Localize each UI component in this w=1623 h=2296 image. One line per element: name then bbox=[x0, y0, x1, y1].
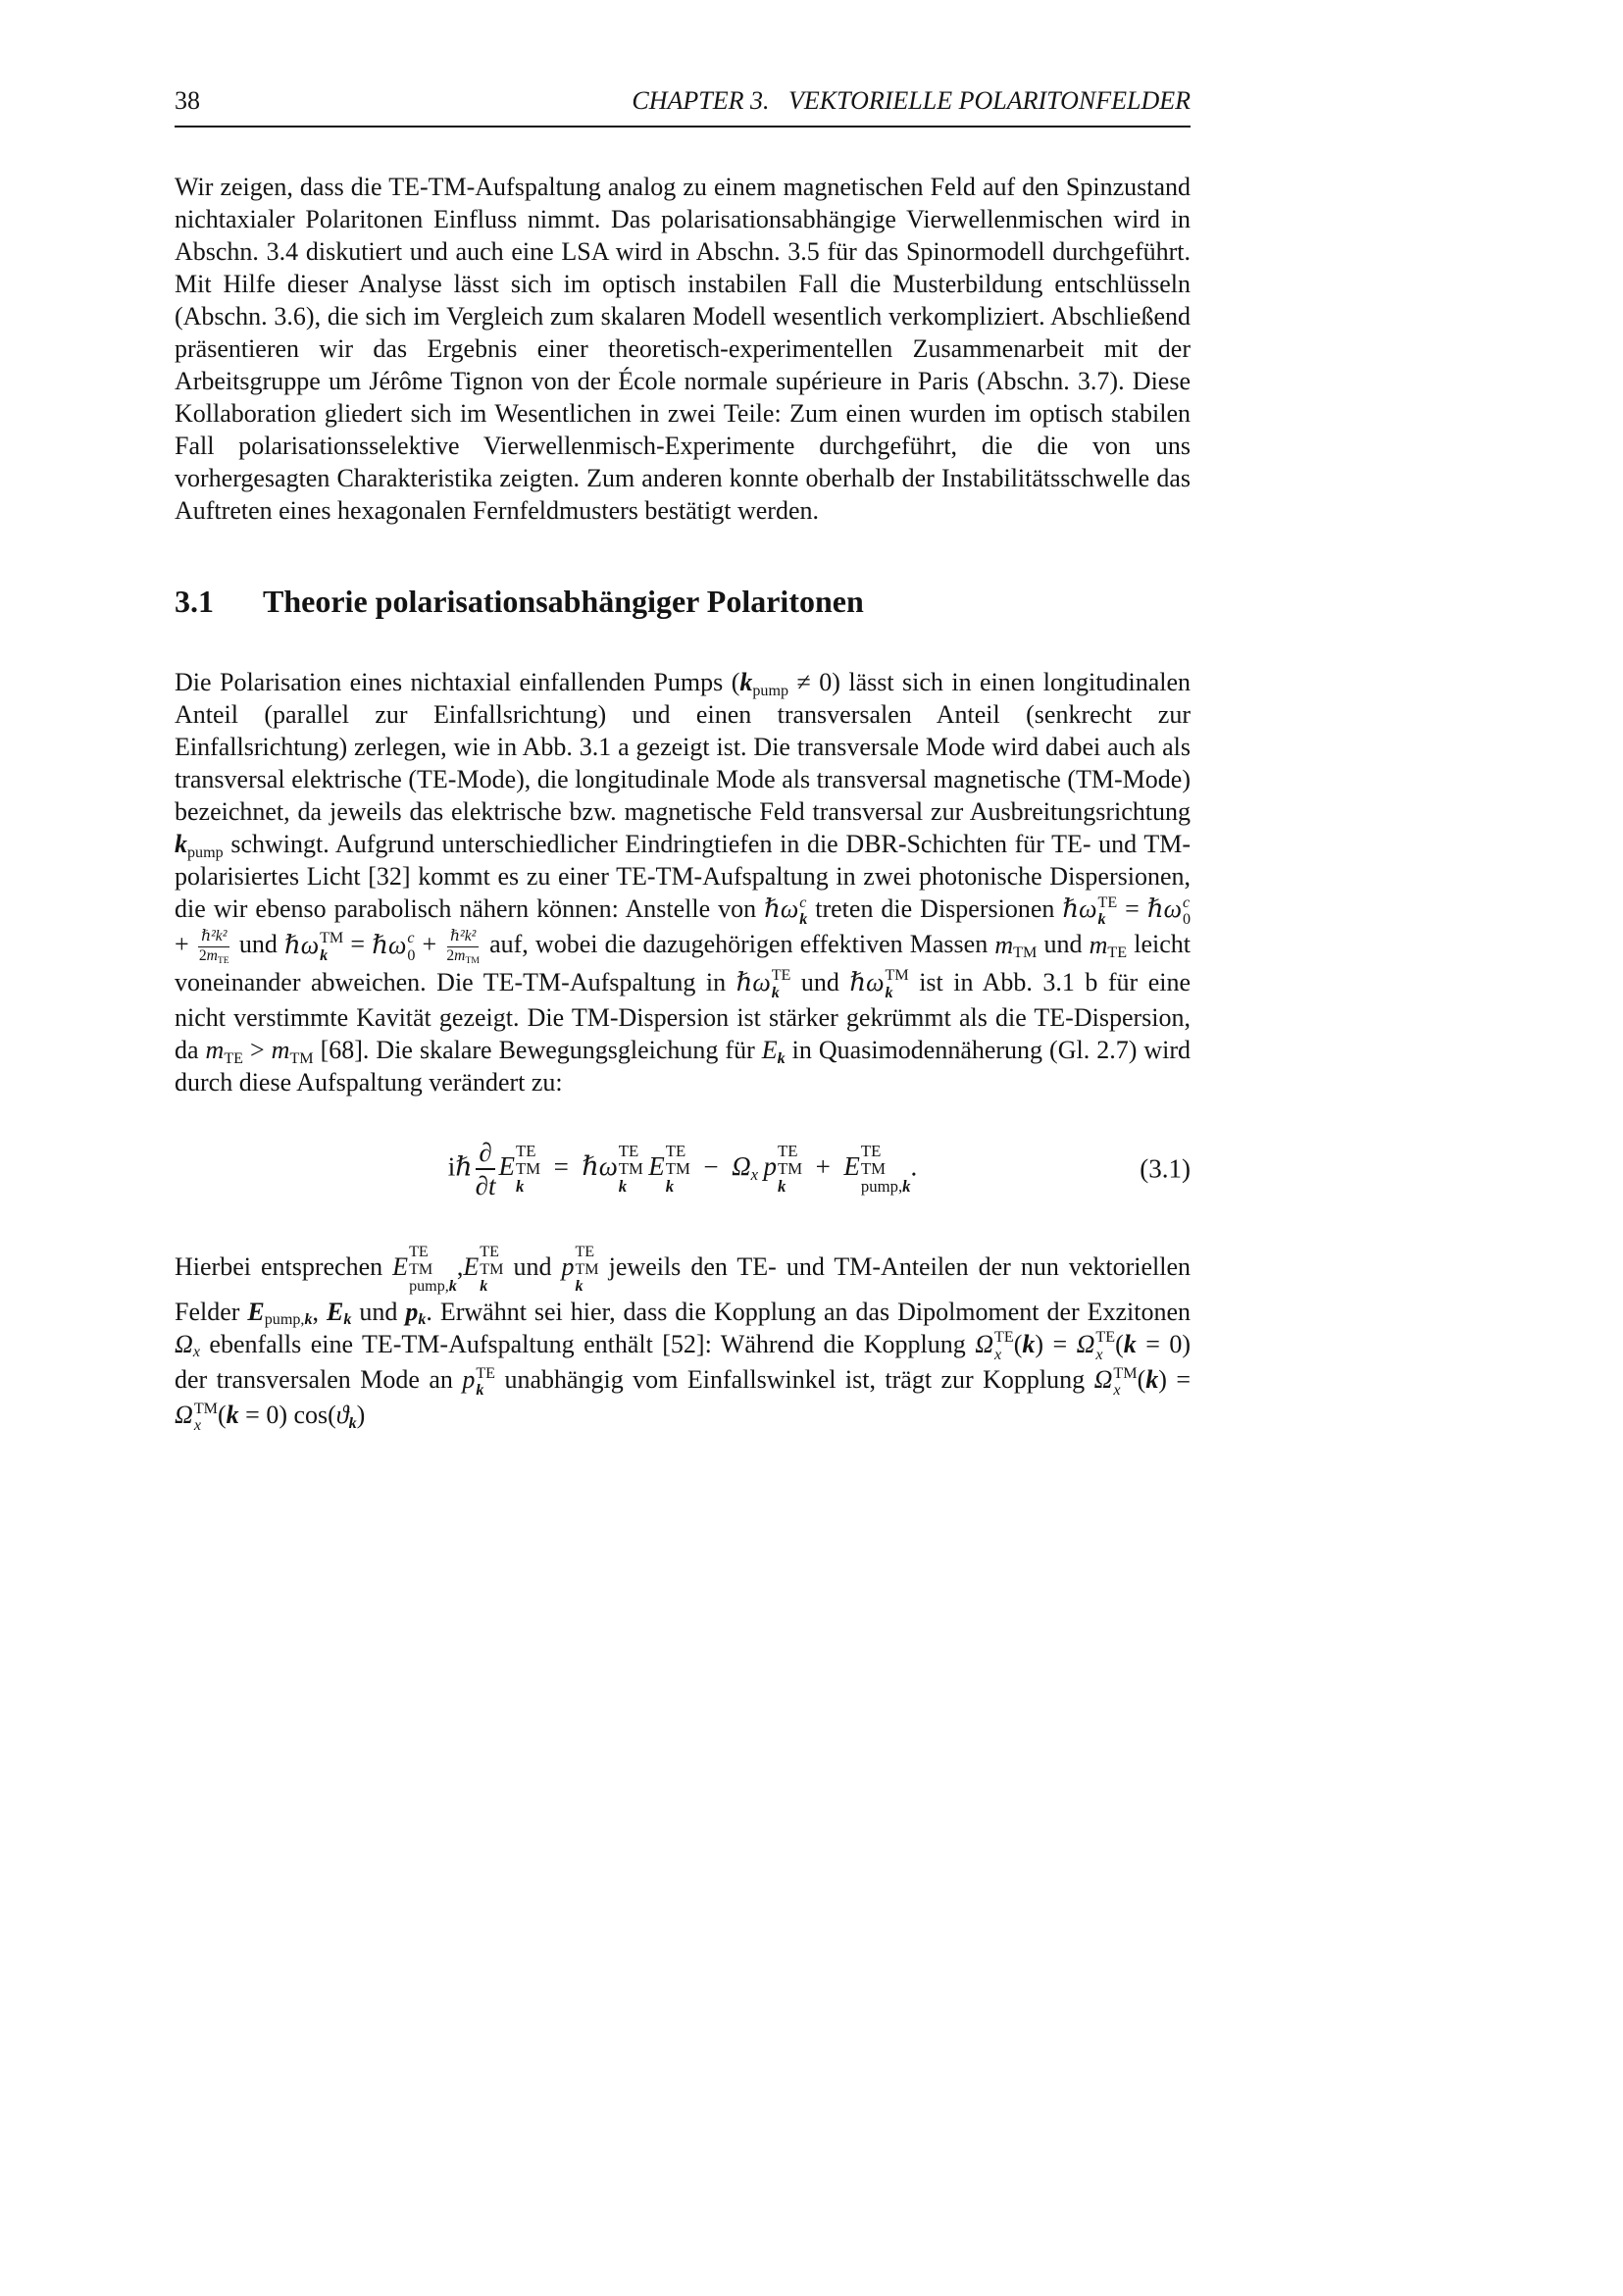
paragraph-theory: Die Polarisation eines nichtaxial einfallenden Pumps $(k_{pump} \ne 0)$ lässt sich in einen longitudinalen Anteil (parallel zur Einfallsrichtung) und einen transversalen Anteil (senkrecht zur Einfallsrichtung) zerlegen, wie in Abb. 3.1 a gezeigt ist. Die transversale Mode wird dabei auch als transversal elektrische (TE-Mode), die longitudinale Mode als transversal magnetische (TM-Mode) bezeichnet, da jeweils das elektrische bzw. magnetische Feld transversal zur Ausbreitungsrichtung $k_{pump}$ schwingt. Aufgrund unterschiedlicher Eindringtiefen in die DBR-Schichten für TE- und TM-polarisiertes Licht [32] kommt es zu einer TE-TM-Aufspaltung in zwei photonische Dispersionen, die wir ebenso parabolisch nähern können: Anstelle von ℏω c k treten die Dispersionen ℏω TE k = ℏω c 0 + $\frac{\text{ℏ²k²}}{2m_{TE}}$ und ℏω TM k = ℏω c 0 + $\frac{\text{ℏ²k²}}{2m_{TM}}$ auf, wobei die dazugehörigen effektiven Massen $m_{TM}$ und $m_{TE}$ leicht voneinander abweichen. Die TE-TM-Aufspaltung in ℏω TE k und ℏω TM k ist in Abb. 3.1 b für eine nicht verstimmte Kavität gezeigt. Die TM-Dispersion ist stärker gekrümmt als die TE-Dispersion, da $m_{TE} > m_{TM}$ [68]. Die skalare Bewegungsgleichung für $E_k$ in Quasimodennäherung (Gl. 2.7) wird durch diese Aufspaltung verändert zu: bbox=[175, 668, 1192, 1097]
page-number: 38 bbox=[175, 86, 200, 115]
section-number: 3.1 bbox=[175, 584, 214, 619]
running-header bbox=[175, 86, 1191, 116]
paragraph-intro: Wir zeigen, dass die TE-TM-Aufspaltung analog zu einem magnetischen Feld auf den Spinzustand nichtaxialer Polaritonen Einfluss nimmt. Das polarisationsabhängige Vierwellenmischen wird in Abschn. 3.4 diskutiert und auch eine LSA wird in Abschn. 3.5 für das Spinormodell durchgeführt. Mit Hilfe dieser Analyse lässt sich im optisch instabilen Fall die Musterbildung entschlüsseln (Abschn. 3.6), die sich im Vergleich zum skalaren Modell wesentlich verkompliziert. Abschließend präsentieren wir das Ergebnis einer theoretisch-experimentellen Zusammenarbeit mit der Arbeitsgruppe um Jérôme Tignon von der École normale supérieure in Paris (Abschn. 3.7). Diese Kollaboration gliedert sich im Wesentlichen in zwei Teile: Zum einen wurden im optisch stabilen Fall polarisationsselektive Vierwellenmisch-Experimente durchgeführt, die die von uns vorhergesagten Charakteristika zeigten. Zum anderen konnte oberhalb der Instabilitätsschwelle das Auftreten eines hexagonalen Fernfeldmusters bestätigt werden. bbox=[175, 173, 1191, 525]
equation-number: (3.1) bbox=[1140, 1153, 1191, 1184]
running-head-title: CHAPTER 3. VEKTORIELLE POLARITONFELDER bbox=[632, 86, 1191, 115]
header-rule bbox=[175, 126, 1191, 128]
paragraph-after-equation: Hierbei entsprechen E TE TM pump,k ,E TE TM k und p TE TM k jeweils den TE- und TM-Anteilen der nun vektoriellen Felder $E_{pump,k}$, $E_k$ und $p_k$. Erwähnt sei hier, dass die Kopplung an das Dipolmoment der Exzitonen $\Omega_x$ ebenfalls eine TE-TM-Aufspaltung enthält [52]: Während die Kopplung Ω TE x (k) = Ω TE x (k = 0) der transversalen Mode an p TE k unabhängig vom Einfallswinkel ist, trägt zur Kopplung Ω TM x (k) = Ω TM x (k = 0) $\cos(ϑ_k)$ bbox=[175, 1244, 1192, 1435]
section-title: Theorie polarisationsabhängiger Polaritonen bbox=[263, 584, 864, 619]
section-heading bbox=[175, 584, 1191, 619]
equation bbox=[175, 1124, 1191, 1214]
equation-formula: iℏ $\frac{\partial}{\partial t}$ E TE TM k = ℏω TE TM k E TE TM k − $\Omega_x$ p TE TM k + E TE TM pump,k . bbox=[447, 1137, 918, 1201]
